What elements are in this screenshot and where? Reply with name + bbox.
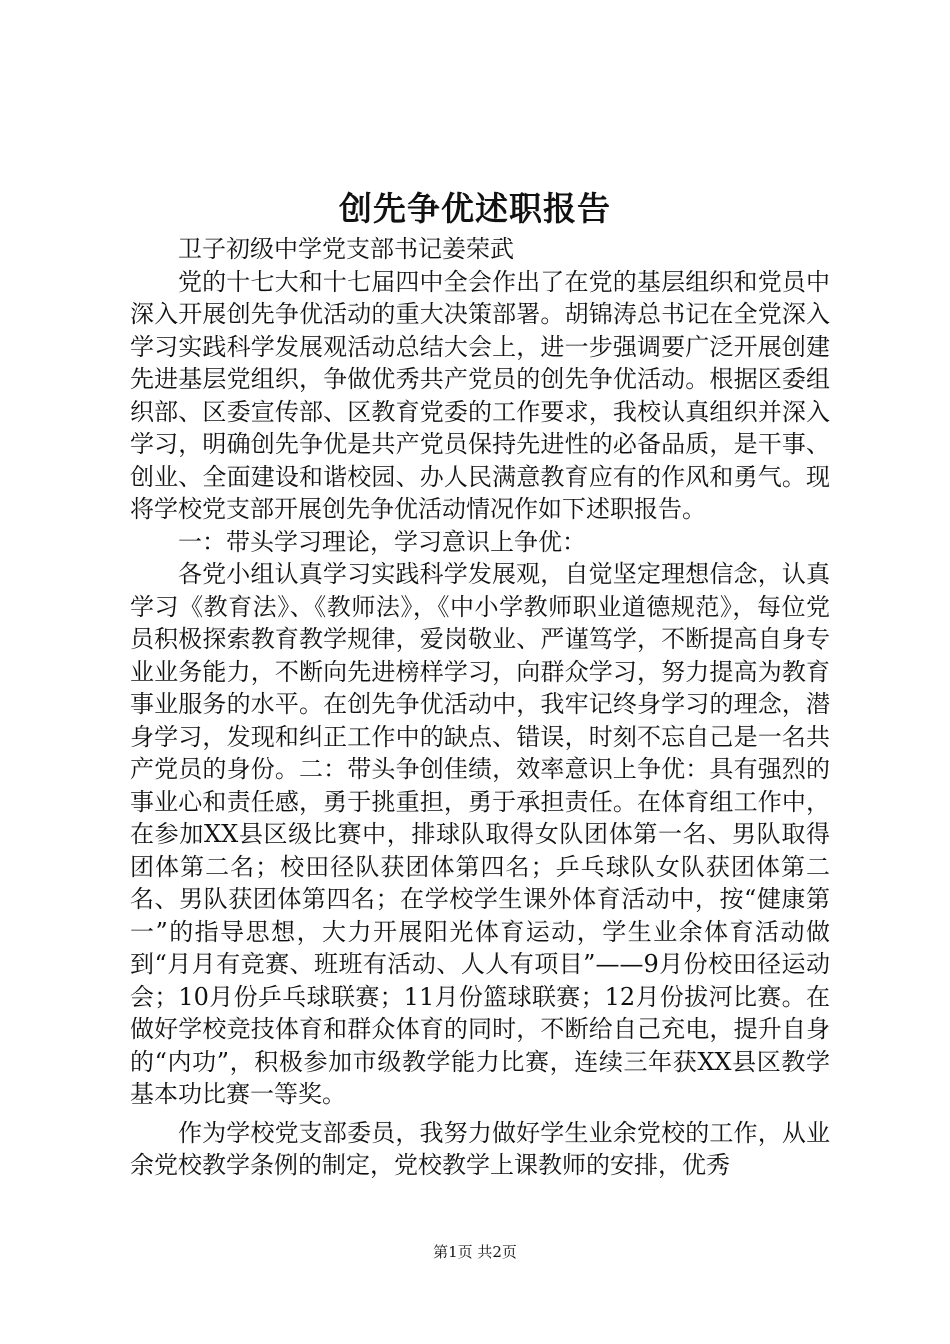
document-title: 创先争优述职报告: [339, 189, 611, 228]
paragraph-study: 各党小组认真学习实践科学发展观，自觉坚定理想信念，认真学习《教育法》、《教师法》，《中小学教师职业道德规范》，每位党员积极探索教育教学规律，爱岗敬业、严谨笃学，不断提高自身专业业务能力，不断向先进榜样学习，向群众学习，努力提高为教育事业服务的水平。在创先争优活动中，我牢记终身学习的理念，潜身学习，发现和纠正工作中的缺点、错误，时刻不忘自己是一名共产党员的身份。二：带头争创佳绩，效率意识上争优：具有强烈的事业心和责任感，勇于挑重担，勇于承担责任。在体育组工作中，在参加XX县区级比赛中，排球队取得女队团体第一名、男队取得团体第二名；校田径队获团体第四名；乒乓球队女队获团体第二名、男队获团体第四名；在学校学生课外体育活动中，按“健康第一”的指导思想，大力开展阳光体育运动，学生业余体育活动做到“月月有竞赛、班班有活动、人人有项目”——9月份校田径运动会；10月份乒乓球联赛；11月份篮球联赛；12月份拔河比赛。在做好学校竞技体育和群众体育的同时，不断给自己充电，提升自身的“内功”，积极参加市级教学能力比赛，连续三年获XX县区教学基本功比赛一等奖。: [130, 560, 830, 1108]
page-footer: 第1页 共2页: [433, 1243, 517, 1261]
author-line: 卫子初级中学党支部书记姜荣武: [178, 235, 514, 263]
paragraph-party-school: 作为学校党支部委员，我努力做好学生业余党校的工作，从业余党校教学条例的制定，党校教学上课教师的安排，优秀: [130, 1118, 830, 1179]
paragraph-intro: 党的十七大和十七届四中全会作出了在党的基层组织和党员中深入开展创先争优活动的重大决策部署。胡锦涛总书记在全党深入学习实践科学发展观活动总结大会上，进一步强调要广泛开展创建先进基层党组织，争做优秀共产党员的创先争优活动。根据区委组织部、区委宣传部、区教育党委的工作要求，我校认真组织并深入学习，明确创先争优是共产党员保持先进性的必备品质，是干事、创业、全面建设和谐校园、办人民满意教育应有的作风和勇气。现将学校党支部开展创先争优活动情况作如下述职报告。: [130, 267, 830, 523]
document-body: [130, 233, 830, 1182]
section-heading-1: 一：带头学习理论，学习意识上争优：: [178, 527, 586, 556]
